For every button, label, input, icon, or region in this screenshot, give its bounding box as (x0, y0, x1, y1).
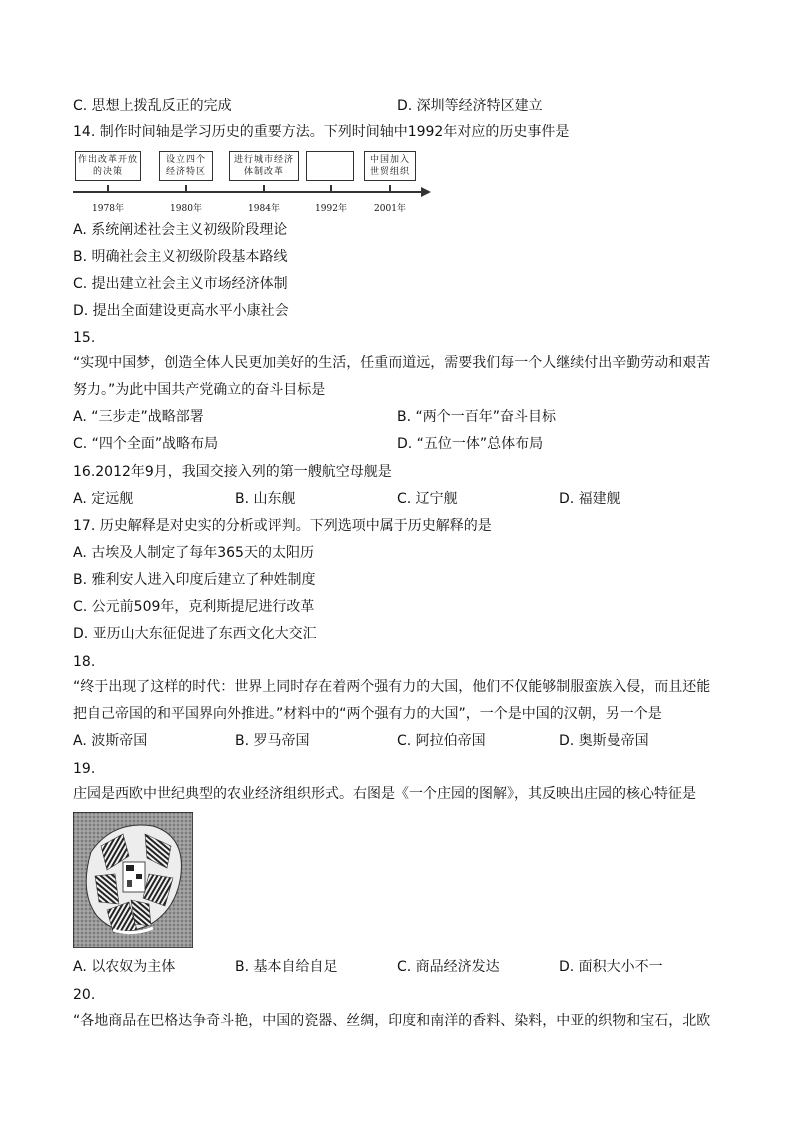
timeline-tick (107, 185, 109, 192)
q16-option-d: D. 福建舰 (559, 491, 621, 507)
q15-option-c: C. “四个全面”战略布局 (73, 436, 219, 452)
q17-option-b: B. 雅利安人进入印度后建立了种姓制度 (73, 572, 316, 588)
q18-option-b: B. 罗马帝国 (235, 733, 310, 749)
q16-option-a: A. 定远舰 (73, 491, 134, 507)
timeline-arrow-icon (421, 187, 431, 197)
timeline-year: 1980年 (170, 204, 202, 214)
timeline-year: 1984年 (248, 204, 280, 214)
q19-option-d: D. 面积大小不一 (559, 959, 663, 975)
q13-option-c: C. 思想上拨乱反正的完成 (73, 98, 232, 114)
q16-option-c: C. 辽宁舰 (397, 491, 458, 507)
q19-option-b: B. 基本自给自足 (235, 959, 338, 975)
q19-stem: 庄园是西欧中世纪典型的农业经济组织形式。右图是《一个庄园的图解》，其反映出庄园的核心特征是 (73, 786, 696, 802)
q18-option-c: C. 阿拉伯帝国 (397, 733, 486, 749)
q18-quote-line1: “终于出现了这样的时代：世界上同时存在着两个强有力的大国，他们不仅能够制服蛮族入侵，而且还能 (73, 679, 711, 695)
q18-number: 18. (73, 654, 96, 670)
timeline-axis (73, 191, 423, 193)
timeline-box-1980: 设立四个 经济特区 (159, 151, 213, 181)
q19-option-a: A. 以农奴为主体 (73, 959, 176, 975)
q14-option-b: B. 明确社会主义初级阶段基本路线 (73, 249, 288, 265)
q18-option-d: D. 奥斯曼帝国 (559, 733, 649, 749)
timeline-box-2001: 中国加入 世贸组织 (364, 151, 416, 181)
timeline-year: 1992年 (315, 204, 347, 214)
q15-option-a: A. “三步走”战略部署 (73, 409, 204, 425)
timeline-box-1984: 进行城市经济 体制改革 (229, 151, 299, 181)
q14-option-d: D. 提出全面建设更高水平小康社会 (73, 303, 289, 319)
q17-stem: 17. 历史解释是对史实的分析或评判。下列选项中属于历史解释的是 (73, 518, 492, 534)
q15-option-d: D. “五位一体”总体布局 (397, 436, 544, 452)
timeline-year: 1978年 (92, 204, 124, 214)
timeline-tick (263, 185, 265, 192)
q15-option-b: B. “两个一百年”奋斗目标 (397, 409, 557, 425)
q15-quote-line2: 努力。”为此中国共产党确立的奋斗目标是 (73, 382, 326, 398)
timeline-year: 2001年 (374, 204, 406, 214)
q13-option-d: D. 深圳等经济特区建立 (397, 98, 543, 114)
q14-timeline (73, 148, 433, 216)
q20-number: 20. (73, 987, 96, 1003)
q18-quote-line2: 把自己帝国的和平国界向外推进。”材料中的“两个强有力的大国”，一个是中国的汉朝，另一个是 (73, 706, 662, 722)
timeline-box-1978: 作出改革开放 的决策 (75, 151, 141, 181)
timeline-tick (389, 185, 391, 192)
q14-option-a: A. 系统阐述社会主义初级阶段理论 (73, 222, 288, 238)
manor-diagram-image (73, 812, 193, 948)
q16-option-b: B. 山东舰 (235, 491, 296, 507)
q15-quote-line1: “实现中国梦，创造全体人民更加美好的生活，任重而道远，需要我们每一个人继续付出辛勤劳动和艰苦 (73, 355, 711, 371)
q15-number: 15. (73, 330, 96, 346)
q17-option-a: A. 古埃及人制定了每年365天的太阳历 (73, 545, 314, 561)
q14-option-c: C. 提出建立社会主义市场经济体制 (73, 276, 288, 292)
timeline-box-1992-blank (306, 151, 354, 181)
q17-option-d: D. 亚历山大东征促进了东西文化大交汇 (73, 626, 317, 642)
q14-stem: 14. 制作时间轴是学习历史的重要方法。下列时间轴中1992年对应的历史事件是 (73, 124, 570, 140)
timeline-tick (185, 185, 187, 192)
q16-stem: 16.2012年9月，我国交接入列的第一艘航空母舰是 (73, 464, 392, 480)
q20-quote-line1: “各地商品在巴格达争奇斗艳，中国的瓷器、丝绸，印度和南洋的香料、染料，中亚的织物和宝石，北欧 (73, 1013, 711, 1029)
q18-option-a: A. 波斯帝国 (73, 733, 148, 749)
q19-number: 19. (73, 761, 96, 777)
q19-option-c: C. 商品经济发达 (397, 959, 500, 975)
q17-option-c: C. 公元前509年，克利斯提尼进行改革 (73, 599, 315, 615)
timeline-tick (330, 185, 332, 192)
